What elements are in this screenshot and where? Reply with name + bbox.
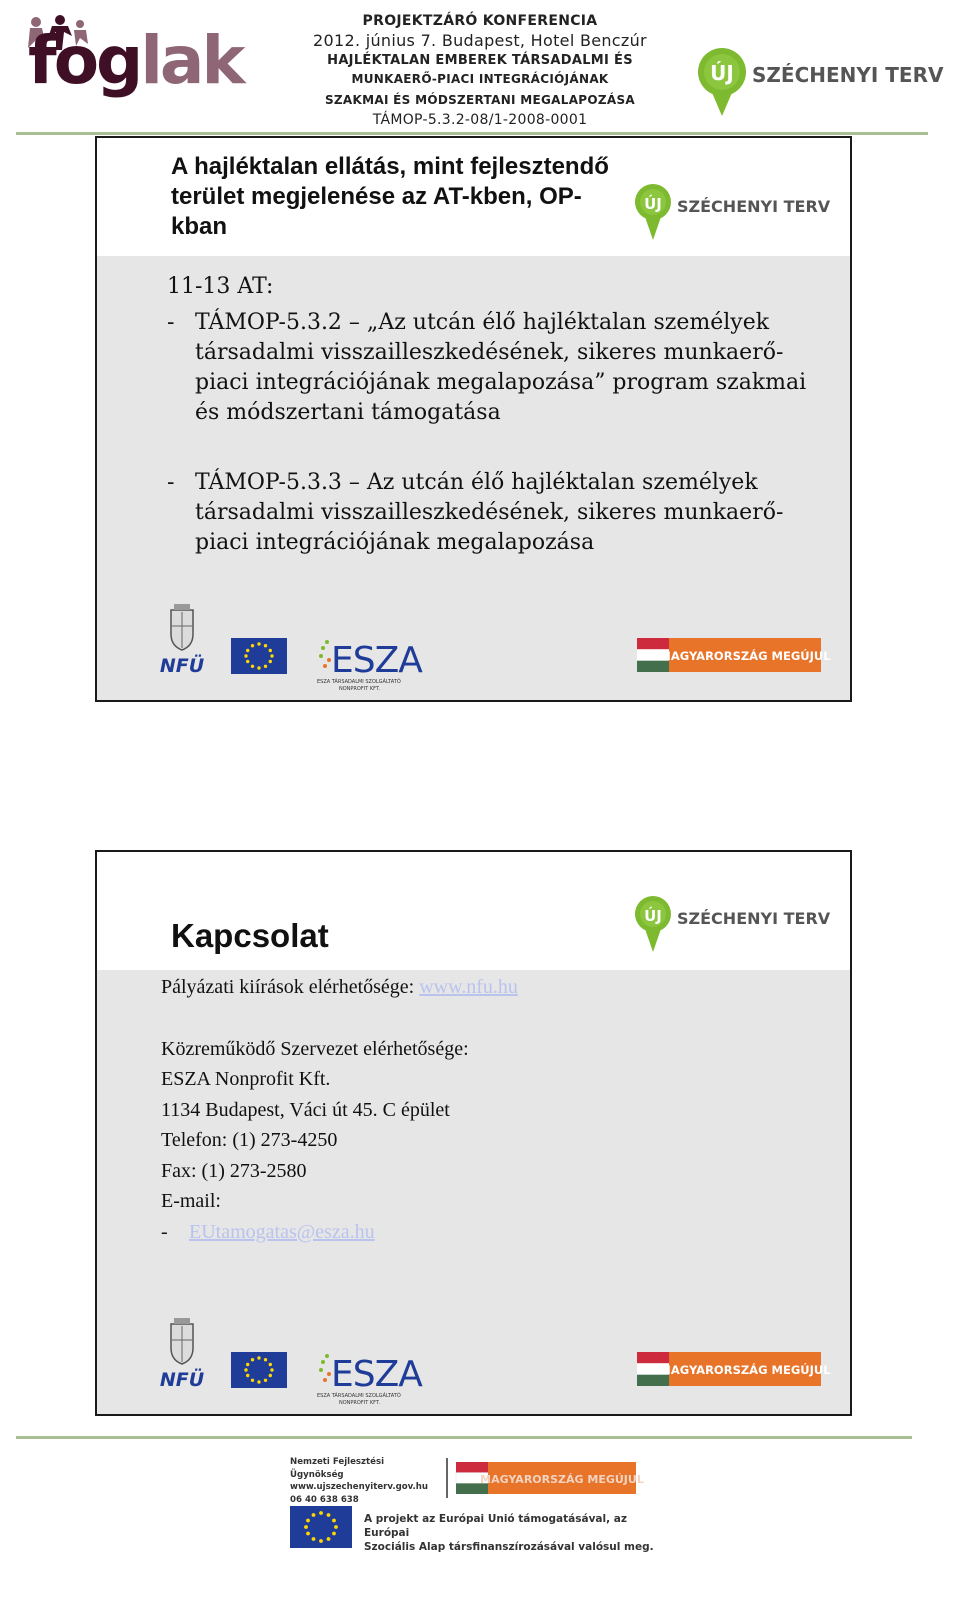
nfu-logo	[157, 1318, 207, 1392]
page-footer	[284, 1456, 654, 1596]
esza-wordmark: ESZA	[331, 1354, 422, 1395]
conference-project-code: TÁMOP-5.3.2-08/1-2008-0001	[372, 112, 588, 128]
tenders-label: Pályázati kiírások elérhetősége:	[161, 976, 420, 998]
bullet-dash: -	[167, 310, 175, 335]
esza-wordmark: ESZA	[331, 640, 422, 681]
list-item-text: TÁMOP-5.3.2 – „Az utcán élő hajléktalan személyek társadalmi visszailleszkedésének, sikeres munkaerő-piaci integrációjának megalapozása” program szakmai és módszertani támogatása	[195, 310, 807, 425]
list-item-text: TÁMOP-5.3.3 – Az utcán élő hajléktalan személyek társadalmi visszailleszkedésének, sikeres munkaerő-piaci integrációjának megalapozása	[195, 470, 784, 555]
bullet-dash: -	[167, 470, 175, 495]
szechenyi-text: SZÉCHENYI TERV	[677, 909, 831, 928]
eu-flag-icon	[231, 1352, 287, 1388]
szechenyi-prefix: ÚJ	[644, 907, 662, 925]
szechenyi-terv-logo	[694, 44, 944, 124]
list-item	[167, 308, 827, 428]
esza-logo	[317, 1348, 422, 1406]
slide-title: A hajléktalan ellátás, mint fejlesztendő terület megjelenése az AT-kben, OP-kban	[171, 153, 609, 240]
conference-subject-line3: SZAKMAI ÉS MÓDSZERTANI MEGALAPOZÁSA	[324, 93, 635, 107]
szechenyi-terv-logo	[633, 182, 829, 246]
badge-text: MAGYARORSZÁG MEGÚJUL	[480, 1473, 644, 1486]
org-name: ESZA Nonprofit Kft.	[161, 1068, 331, 1090]
badge-text: MAGYARORSZÁG MEGÚJUL	[659, 1363, 831, 1377]
org-address: 1134 Budapest, Váci út 45. C épület	[161, 1098, 450, 1121]
nfu-website: www.ujszechenyiterv.gov.hu	[290, 1482, 429, 1492]
list-item	[167, 468, 827, 558]
email-link[interactable]: EUtamogatas@esza.hu	[189, 1220, 375, 1243]
nfu-label: NFÜ	[159, 655, 205, 677]
esza-subtitle-2: NONPROFIT KFT.	[339, 1400, 380, 1406]
nfu-link[interactable]: www.nfu.hu	[419, 976, 518, 998]
at-label: 11-13 AT:	[167, 274, 274, 299]
esza-logo	[317, 634, 422, 692]
page-header	[0, 0, 960, 138]
conference-title: PROJEKTZÁRÓ KONFERENCIA	[362, 13, 598, 29]
esza-subtitle-1: ESZA TÁRSADALMI SZOLGÁLTATÓ	[317, 1393, 401, 1399]
badge-text: MAGYARORSZÁG MEGÚJUL	[659, 649, 831, 663]
slide-contact	[95, 850, 852, 1416]
esza-subtitle-2: NONPROFIT KFT.	[339, 686, 380, 692]
conference-date-venue: 2012. június 7. Budapest, Hotel Benczúr	[313, 31, 647, 50]
spacer	[161, 1003, 821, 1034]
foglak-wordmark-fog: fog	[28, 22, 141, 99]
magyarorszag-megujul-badge	[637, 1352, 831, 1386]
eu-funding-note	[364, 1512, 654, 1554]
conference-subject-line1: HAJLÉKTALAN EMBEREK TÁRSADALMI ÉS	[327, 53, 633, 68]
eu-flag-icon	[290, 1506, 352, 1548]
email-label: E-mail:	[161, 1190, 221, 1212]
esza-subtitle-1: ESZA TÁRSADALMI SZOLGÁLTATÓ	[317, 679, 401, 685]
eu-flag-icon	[231, 638, 287, 674]
foglak-wordmark-lak: lak	[140, 22, 243, 99]
conference-info	[300, 12, 660, 129]
org-fax: Fax: (1) 273-2580	[161, 1159, 307, 1182]
nfu-phone: 06 40 638 638	[290, 1494, 359, 1505]
nfu-name: Nemzeti Fejlesztési Ügynökség	[290, 1457, 385, 1480]
org-label: Közreműködő Szervezet elérhetősége:	[161, 1037, 469, 1060]
foglak-wordmark	[28, 22, 243, 99]
szechenyi-prefix: ÚJ	[710, 61, 734, 85]
email-row	[161, 1217, 821, 1248]
foglak-logo	[18, 10, 243, 120]
szechenyi-terv-logo	[633, 894, 829, 958]
nfu-logo	[157, 604, 207, 678]
nfu-contact	[290, 1456, 440, 1506]
tenders-row	[161, 972, 821, 1003]
bullet-dash: -	[161, 1220, 168, 1243]
eu-funding-line2: Szociális Alap társfinanszírozásával valósul meg.	[364, 1541, 654, 1553]
szechenyi-prefix: ÚJ	[644, 195, 662, 213]
footer-divider	[16, 1436, 912, 1439]
header-divider	[16, 132, 928, 135]
nfu-label: NFÜ	[159, 1369, 205, 1391]
slide-body	[167, 272, 827, 558]
slide-at-op	[95, 136, 852, 702]
slide-title: Kapcsolat	[171, 917, 329, 954]
org-phone: Telefon: (1) 273-4250	[161, 1129, 338, 1151]
eu-funding-line1: A projekt az Európai Unió támogatásával, az Európai	[364, 1513, 627, 1539]
magyarorszag-megujul-badge	[456, 1462, 644, 1494]
footer-separator	[446, 1458, 448, 1498]
szechenyi-text: SZÉCHENYI TERV	[752, 63, 944, 87]
conference-subject-line2: MUNKAERŐ-PIACI INTEGRÁCIÓJÁNAK	[351, 72, 609, 86]
magyarorszag-megujul-badge	[637, 638, 831, 672]
contact-body	[161, 972, 821, 1247]
szechenyi-text: SZÉCHENYI TERV	[677, 197, 831, 216]
